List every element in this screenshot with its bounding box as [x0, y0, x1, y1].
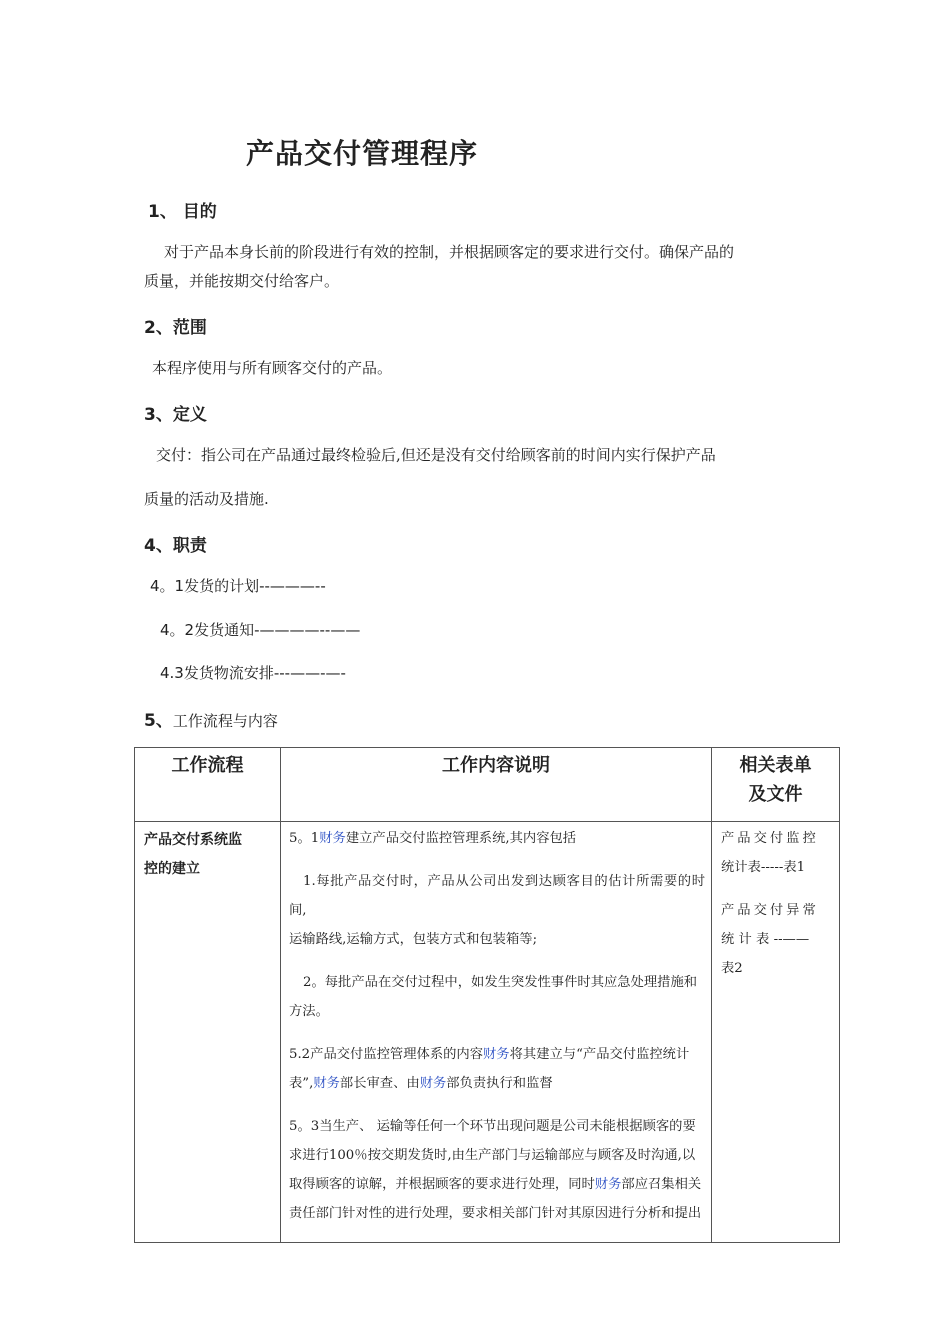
content-item-1: 1.每批产品交付时，产品从公司出发到达顾客目的估计所需要的时间, 运输路线,运输方式，包装方式和包装箱等;	[289, 874, 705, 947]
section-3-line-2: 质量的活动及措施.	[144, 490, 269, 508]
section-1-heading: 1、 目的	[148, 202, 217, 222]
stage-line-1: 产品交付系统监	[144, 832, 242, 848]
stage-line-2: 控的建立	[144, 861, 200, 877]
finance-link[interactable]: 财务	[483, 1047, 510, 1062]
section-2-line-1: 本程序使用与所有顾客交付的产品。	[152, 359, 393, 377]
section-5-heading	[144, 706, 278, 731]
document-1: 产品交付监控 统计表-----表1	[721, 831, 819, 875]
finance-link[interactable]: 财务	[594, 1177, 622, 1192]
document-title: 产品交付管理程序	[246, 137, 479, 170]
section-4-heading: 4、职责	[144, 536, 207, 556]
duty-item-3: 4.3发货物流安排---——-—-	[160, 664, 346, 682]
finance-link[interactable]: 财务	[313, 1076, 340, 1091]
header-documents	[712, 748, 840, 822]
header-documents-line-1: 相关表单	[739, 755, 812, 776]
finance-link[interactable]: 财务	[419, 1076, 447, 1091]
content-5-3: 5。3当生产、 运输等任何一个环节出现问题是公司未能根据顾客的要 求进行100％按交期发货时,由生产部门与运输部应与顾客及时沟通,以 取得顾客的谅解，并根据顾客的要求进行处理，同时财务部应召集相关 责任部门针对性的进行处理，要求相关部门针对其原因进行分析和提出	[289, 1119, 702, 1221]
section-2-heading: 2、范围	[144, 318, 207, 338]
content-5-2: 5.2产品交付监控管理体系的内容财务将其建立与“产品交付监控统计 表”,财务部长审查、由财务部负责执行和监督	[289, 1047, 690, 1091]
section-3-heading: 3、定义	[144, 405, 207, 425]
section-1-line-1: 对于产品本身长前的阶段进行有效的控制，并根据顾客定的要求进行交付。确保产品的	[164, 243, 735, 261]
document-2: 产品交付异常 统 计 表 --—— 表2	[721, 903, 819, 976]
documents-cell	[712, 822, 840, 1243]
header-content: 工作内容说明	[281, 748, 712, 822]
duty-item-1: 4。1发货的计划--———--	[150, 577, 326, 595]
stage-cell	[135, 822, 281, 1243]
section-1-line-2: 质量，并能按期交付给客户。	[144, 272, 340, 290]
header-documents-line-2: 及文件	[748, 784, 803, 805]
section-3-line-1: 交付：指公司在产品通过最终检验后,但还是没有交付给顾客前的时间内实行保护产品	[156, 446, 716, 464]
section-5-text: 工作流程与内容	[172, 712, 278, 730]
table-header-row	[135, 748, 840, 822]
workflow-table	[134, 747, 840, 1243]
finance-link[interactable]: 财务	[319, 831, 346, 846]
content-cell	[281, 822, 712, 1243]
section-5-number: 5、	[144, 711, 173, 731]
content-item-2: 2。每批产品在交付过程中，如发生突发性事件时其应急处理措施和 方法。	[289, 975, 698, 1019]
content-5-1: 5。1财务建立产品交付监控管理系统,其内容包括	[289, 831, 577, 846]
duty-item-2: 4。2发货通知-————--——	[160, 621, 361, 639]
header-workflow: 工作流程	[135, 748, 281, 822]
table-row	[135, 822, 840, 1243]
